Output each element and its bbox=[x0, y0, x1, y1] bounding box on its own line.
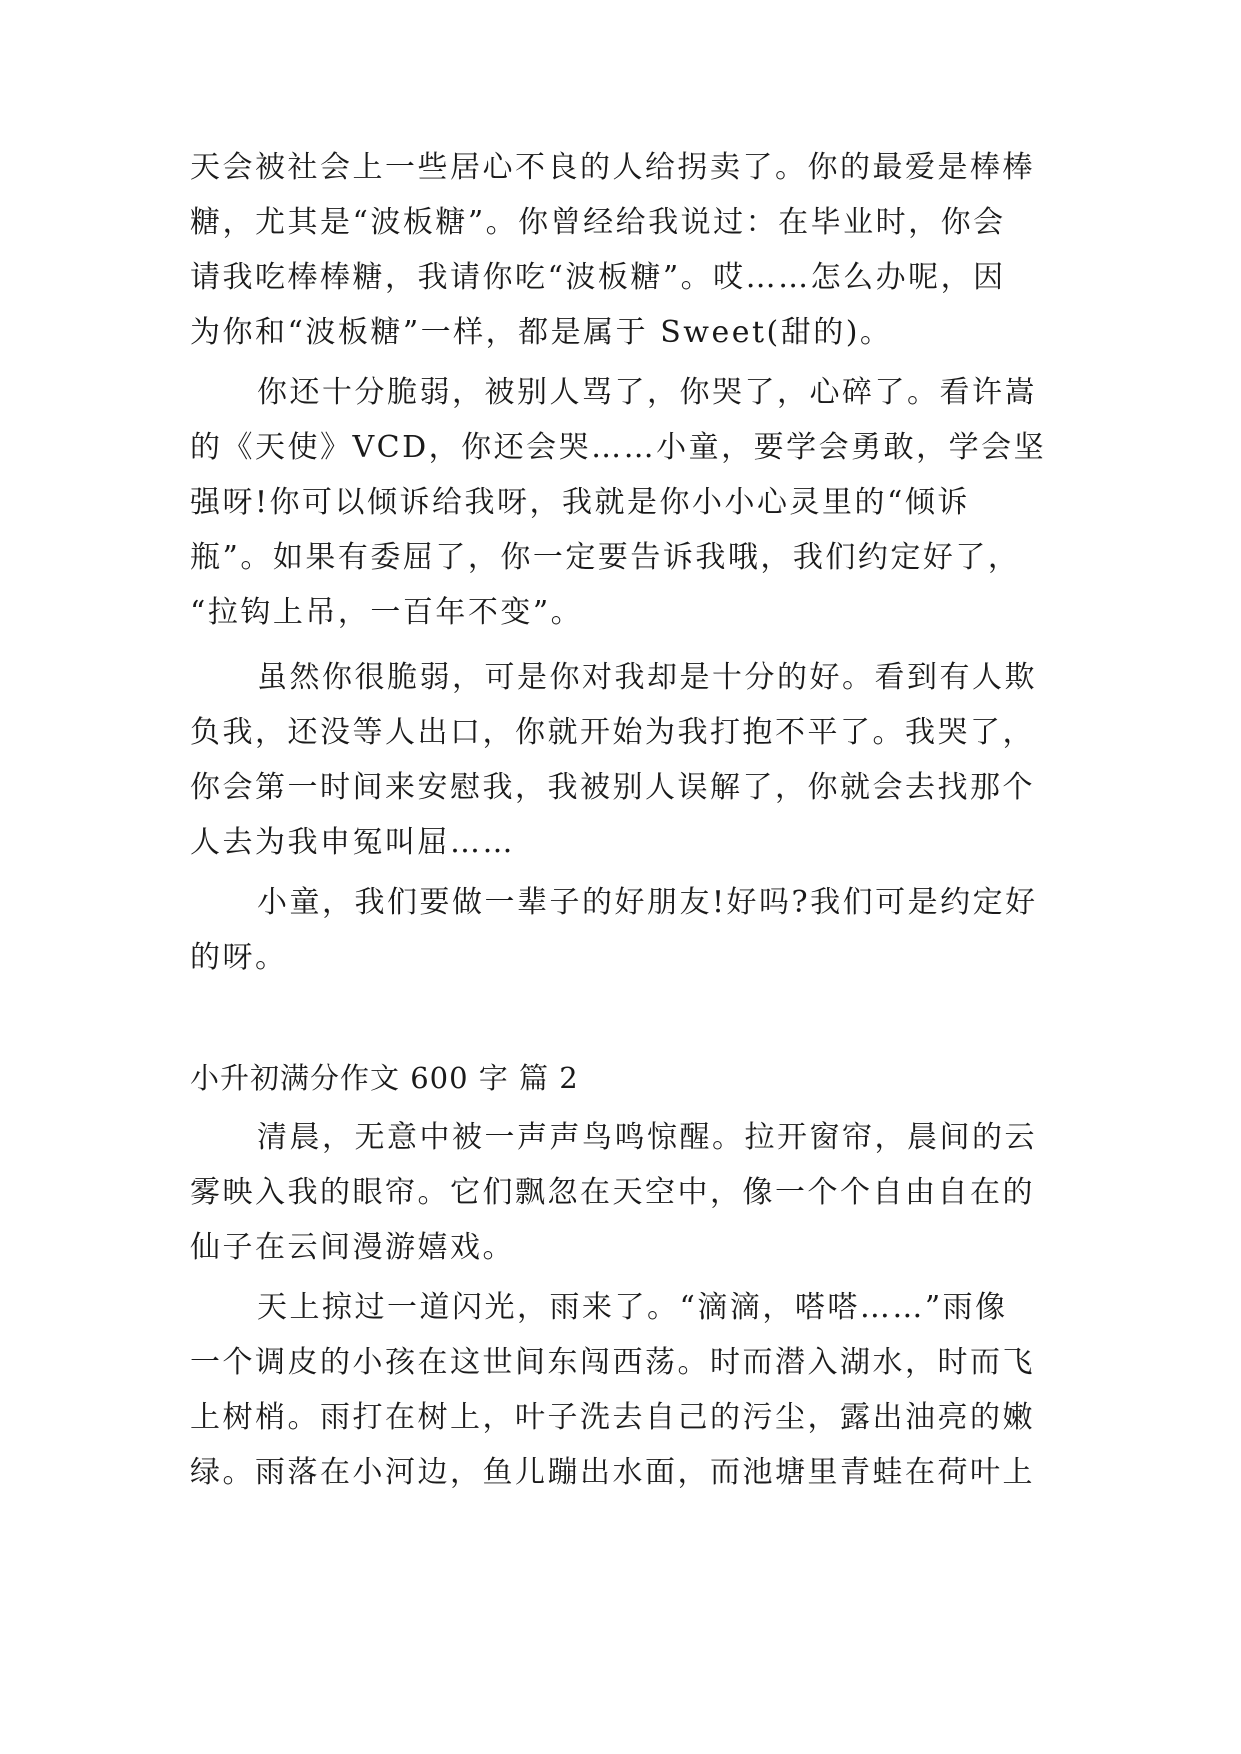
paragraph-line: 虽然你很脆弱，可是你对我却是十分的好。看到有人欺 bbox=[257, 660, 1037, 695]
paragraph-line: “拉钩上吊，一百年不变”。 bbox=[190, 595, 584, 630]
paragraph-line: 人去为我申冤叫屈…… bbox=[190, 825, 515, 860]
paragraph-line: 绿。雨落在小河边，鱼儿蹦出水面，而池塘里青蛙在荷叶上 bbox=[190, 1455, 1035, 1490]
section-heading: 小升初满分作文 600 字 篇 2 bbox=[190, 1061, 579, 1095]
paragraph-line: 清晨，无意中被一声声鸟鸣惊醒。拉开窗帘，晨间的云 bbox=[257, 1120, 1037, 1155]
paragraph-line: 负我，还没等人出口，你就开始为我打抱不平了。我哭了， bbox=[190, 715, 1035, 750]
paragraph-line: 糖，尤其是“波板糖”。你曾经给我说过：在毕业时，你会 bbox=[190, 205, 1006, 240]
paragraph-line: 一个调皮的小孩在这世间东闯西荡。时而潜入湖水，时而飞 bbox=[190, 1345, 1035, 1380]
paragraph-line: 天上掠过一道闪光，雨来了。“滴滴，嗒嗒……”雨像 bbox=[257, 1290, 1008, 1325]
paragraph-line: 瓶”。如果有委屈了，你一定要告诉我哦，我们约定好了， bbox=[190, 540, 1021, 575]
paragraph-line: 强呀!你可以倾诉给我呀，我就是你小小心灵里的“倾诉 bbox=[190, 485, 970, 520]
paragraph-line: 的《天使》VCD，你还会哭……小童，要学会勇敢，学会坚 bbox=[190, 430, 1047, 465]
paragraph-line: 上树梢。雨打在树上，叶子洗去自己的污尘，露出油亮的嫩 bbox=[190, 1400, 1035, 1435]
paragraph-line: 雾映入我的眼帘。它们飘忽在天空中，像一个个自由自在的 bbox=[190, 1175, 1035, 1210]
paragraph-line: 你会第一时间来安慰我，我被别人误解了，你就会去找那个 bbox=[190, 770, 1035, 805]
paragraph-line: 为你和“波板糖”一样，都是属于 Sweet(甜的)。 bbox=[190, 315, 893, 350]
paragraph-line: 仙子在云间漫游嬉戏。 bbox=[190, 1230, 515, 1265]
paragraph-line: 你还十分脆弱，被别人骂了，你哭了，心碎了。看许嵩 bbox=[257, 375, 1037, 410]
paragraph-line: 小童，我们要做一辈子的好朋友!好吗?我们可是约定好 bbox=[257, 885, 1038, 920]
paragraph-line: 天会被社会上一些居心不良的人给拐卖了。你的最爱是棒棒 bbox=[190, 150, 1035, 185]
paragraph-line: 的呀。 bbox=[190, 940, 288, 975]
paragraph-line: 请我吃棒棒糖，我请你吃“波板糖”。哎……怎么办呢，因 bbox=[190, 260, 1006, 295]
